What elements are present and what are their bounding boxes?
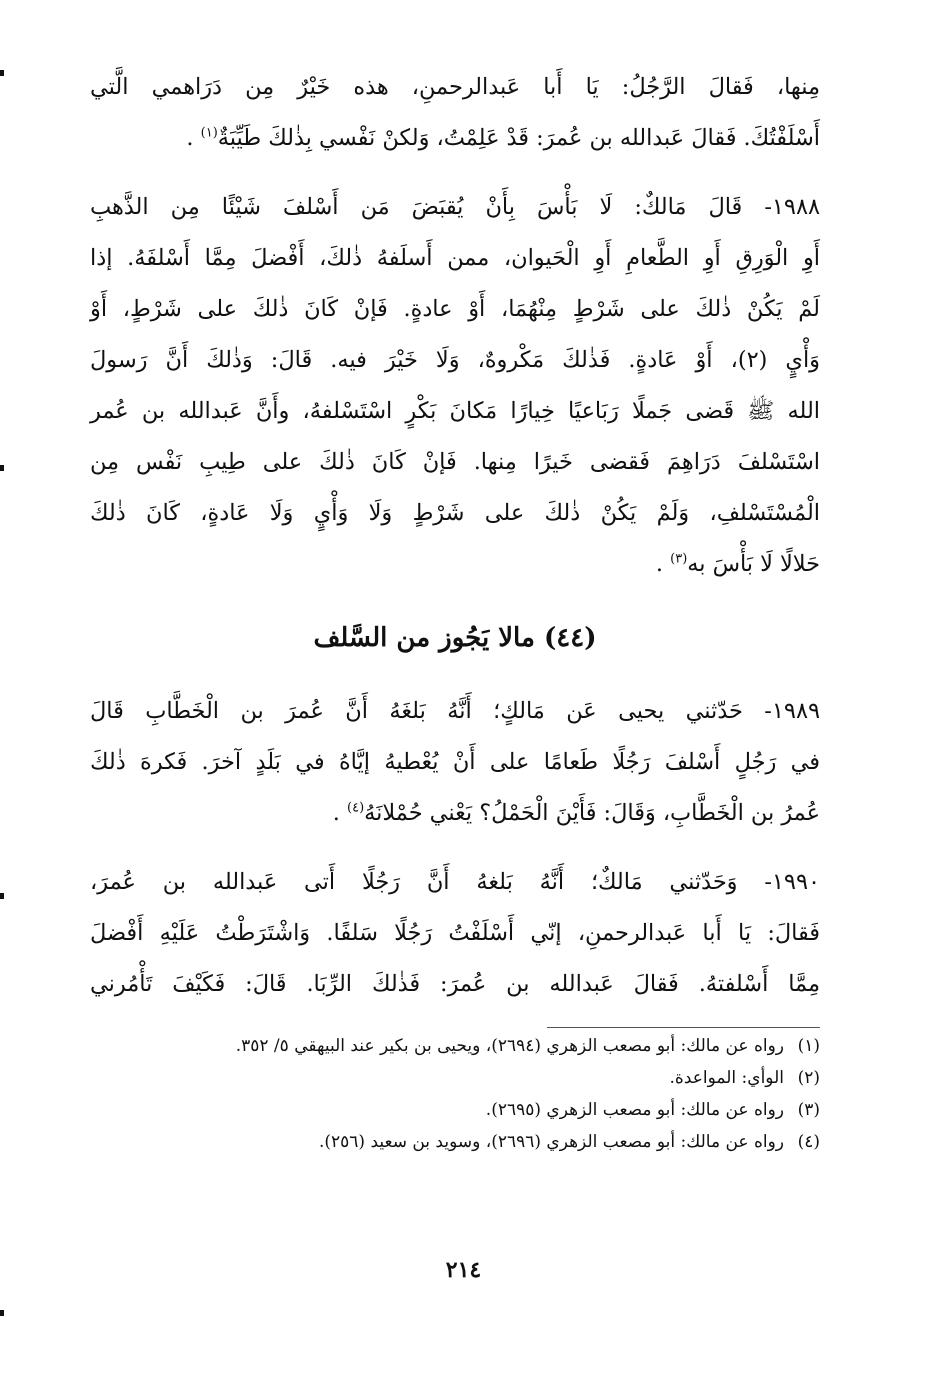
text-line: أَسْلَفْتُكَ. فَقالَ عَبدالله بن عُمرَ: قَدْ عَلِمْتُ، وَلكنْ نَفْسي بِذٰلكَ طَيِّبَةٌ$^{(١)}$ .: [186, 125, 820, 151]
text-line: حَلالًا لَا بَأْسَ به$^{(٣)}$ .: [655, 551, 820, 577]
text-line: ١٩٩٠- وَحَدّثني مَالكٌ؛ أَنَّهُ بَلغهُ أَنَّ رَجُلًا أَتى عَبدالله بن عُمرَ،: [90, 869, 820, 895]
page-body: [90, 62, 820, 1028]
footnote-number: (٢): [797, 1068, 820, 1088]
section-heading: (٤٤) مالا يَجُوز من السَّلف: [313, 623, 597, 653]
text-line: وَأْيٍ (٢)، أَوْ عَادةٍ. فَذٰلكَ مَكْروهٌ، وَلَا خَيْرَ فيه. قَالَ: وَذٰلكَ أَنَّ رَسولَ: [90, 347, 820, 373]
text-line: مِنها، فَقالَ الرَّجُلُ: يَا أَبا عَبدالرحمنِ، هذه خَيْرٌ مِن دَرَاهمي الَّتي: [90, 74, 820, 100]
footnote-text: الوأي: المواعدة.: [669, 1068, 784, 1088]
text-line: اسْتَسْلفَ دَرَاهِمَ فَقضى خَيرًا مِنها. فَإنْ كَانَ ذٰلكَ على طِيبِ نَفْس مِن: [90, 449, 820, 475]
text-line: ١٩٨٨- قَالَ مَالكٌ: لَا بَأْسَ بِأَنْ يُقبَضَ مَن أَسْلفَ شَيْئًا مِن الذَّهبِ: [90, 194, 820, 220]
footnote-text: رواه عن مالك: أبو مصعب الزهري (٢٦٩٥).: [485, 1100, 784, 1120]
margin-mark: [0, 70, 4, 76]
margin-mark: [0, 1310, 4, 1316]
text-line: لَمْ يَكُنْ ذٰلكَ على شَرْطٍ مِنْهُمَا، أَوْ عادةٍ. فَإنْ كَانَ ذٰلكَ على شَرْطٍ، أَوْ: [90, 296, 820, 322]
paragraph: [90, 62, 820, 164]
footnote: [90, 1094, 820, 1126]
text-line: عُمرُ بن الْخَطَّابِ، وَقَالَ: فَأَيْنَ الْحَمْلُ؟ يَعْني حُمْلانَهُ$^{(٤)}$ .: [332, 800, 820, 826]
footnote: [90, 1062, 820, 1094]
footnote-ref: (٤): [347, 800, 365, 816]
footnote: [90, 1126, 820, 1158]
footnote-ref: (١): [200, 125, 218, 141]
footnote-text: رواه عن مالك: أبو مصعب الزهري (٢٦٩٦)، وسويد بن سعيد (٢٥٦).: [318, 1132, 784, 1152]
text-line: في رَجُلٍ أَسْلفَ رَجُلًا طَعامًا على أَنْ يُعْطيهُ إيَّاهُ في بَلَدٍ آخرَ. فَكرهَ ذٰلكَ: [90, 749, 820, 775]
footnote-number: (١): [797, 1036, 820, 1056]
text-line: الْمُسْتَسْلفِ، وَلَمْ يَكُنْ ذٰلكَ على شَرْطٍ وَلَا وَأْيٍ وَلَا عَادةٍ، كَانَ ذٰلكَ: [90, 500, 820, 526]
footnote-divider: [547, 1027, 820, 1028]
text-line: أَوِ الْوَرِقِ أَوِ الطَّعامِ أَوِ الْحَيوان، ممن أَسلَفهُ ذٰلكَ، أَفْضلَ مِمَّا أَسْلفَهُ. إذا: [90, 245, 820, 271]
footnote-text: رواه عن مالك: أبو مصعب الزهري (٢٦٩٤)، ويحيى بن بكير عند البيهقي ٥/ ٣٥٢.: [235, 1036, 784, 1056]
paragraph: [90, 857, 820, 1010]
footnote-ref: (٣): [670, 551, 688, 567]
paragraph: [90, 182, 820, 590]
margin-mark: [0, 465, 4, 471]
footnote: [90, 1030, 820, 1062]
footnotes: [90, 1030, 820, 1158]
text-line: الله ﷺ قَضى جَملًا رَبَاعيًا خِيارًا مَكانَ بَكْرٍ اسْتَسْلفهُ، وأَنَّ عَبدالله بن عُمر: [90, 398, 820, 424]
margin-mark: [0, 893, 4, 899]
text-line: فَقالَ: يَا أَبا عَبدالرحمنِ، إنّي أَسْلَفْتُ رَجُلًا سَلفًا. وَاشْتَرَطْتُ عَلَيْهِ أَفْضلَ: [90, 920, 820, 946]
text-line: مِمَّا أَسْلفتهُ. فَقالَ عَبدالله بن عُمرَ: فَذٰلكَ الرِّبَا. قَالَ: فَكَيْفَ تَأْمُرني: [90, 971, 820, 997]
paragraph: [90, 686, 820, 839]
page-number: ٢١٤: [445, 1257, 482, 1283]
footnote-number: (٤): [797, 1132, 820, 1152]
footnote-number: (٣): [797, 1100, 820, 1120]
text-line: ١٩٨٩- حَدّثني يحيى عَن مَالكٍ؛ أَنَّهُ بَلغَهُ أَنَّ عُمرَ بن الْخَطَّابِ قَالَ: [90, 698, 820, 724]
